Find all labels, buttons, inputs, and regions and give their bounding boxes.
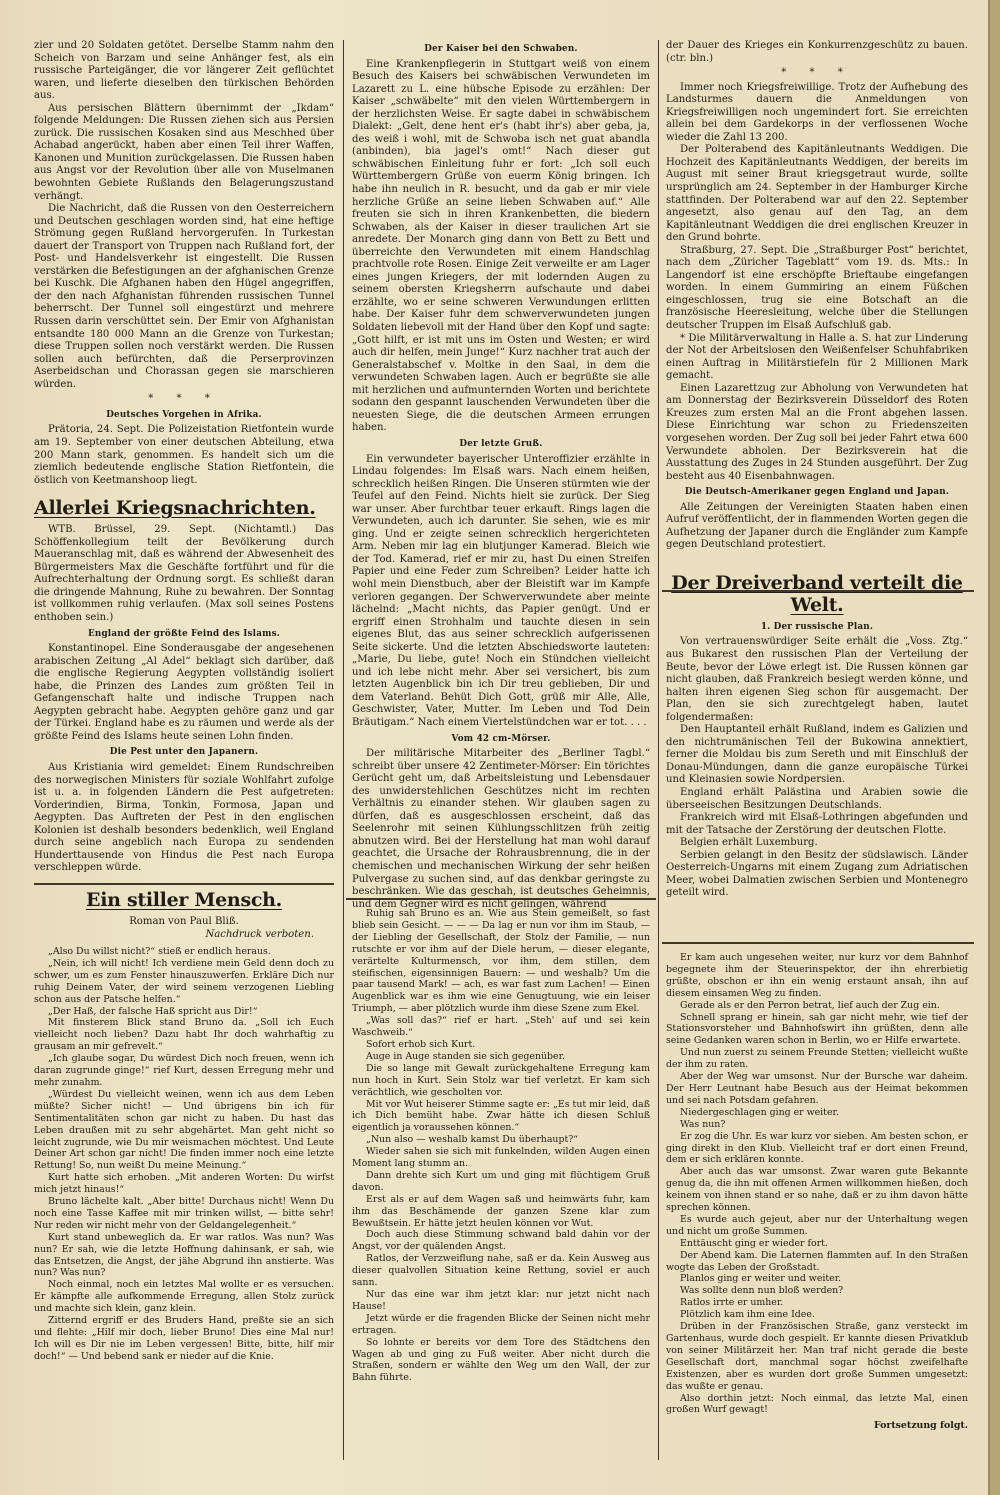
novel-paragraph: Aber auch das war umsonst. Zwar waren gute Bekannte genug da, die ihn mit offenen Armen willkommen hießen, doch keinem von ihnen stand er so nahe, daß er zu ihm davon hätte sprechen können. [666,1166,968,1214]
novel-paragraph: „Nun also — weshalb kamst Du überhaupt?“ [366,1134,579,1146]
novel-paragraph: Auge in Auge standen sie sich gegenüber. [366,1050,566,1062]
novel-paragraph: Er zog die Uhr. Es war kurz vor sieben. Am besten schon, er ging direkt in den Klub. Vielleicht traf er dort einen Freund, dem er sich erklären konnte. [666,1130,968,1166]
article-paragraph: zier und 20 Soldaten getötet. Derselbe Stamm nahm den Scheich von Barzam und seine Anhänger fest, als ein russische Parteigänger, die vor längerer Zeit geflüchtet waren, und lieferte dieselben den türkischen Behörden aus. [34,40,334,102]
novel-paragraph: Bruno lächelte kalt. „Aber bitte! Durchaus nicht! Wenn Du noch eine Tasse Kaffee mit mir trinken willst, — bitte sehr! Nur reden wir nicht mehr von der Geldangelegenheit.“ [34,1196,334,1231]
novel-paragraph: „Also Du willst nicht?“ stieß er endlich heraus. [48,946,271,957]
article-paragraph: Frankreich wird mit Elsaß-Lothringen abgefunden und mit der Tatsache der Zerstörung der deutschen Flotte. [666,812,968,836]
subheading-pest: Die Pest unter den Japanern. [109,747,259,758]
article-paragraph: WTB. Brüssel, 29. Sept. (Nichtamtl.) Das Schöffenkollegium teilt der Bevölkerung durch Maueranschlag mit, daß es während der Abwesenheit des Bürgermeisters Max die Geschäfte fortführt und für die Aufrechterhaltung der Ordnung sorgt. Es schließt daran die dringende Mahnung, Ruhe zu bewahren. Der Sonntag ist vollkommen ruhig verlaufen. (Max soll seines Postens enthoben sein.) [34,524,334,623]
novel-paragraph: Der Abend kam. Die Laternen flammten auf. In den Straßen wogte das Leben der Großstadt. [666,1249,968,1273]
column-1 [34,40,334,1455]
novel-paragraph: Drüben in der Französischen Straße, ganz versteckt im Gartenhaus, wurde doch gespielt. Er kannte diesen Privatklub von seiner Militärzeit her. Man traf nicht gerade die beste Gesellschaft dort, manchmal sogar höchst zweifelhafte Existenzen, aber es wurden dort große Summen umgesetzt: das wußte er genau. [666,1321,968,1392]
novel-paragraph: Kurt stand unbeweglich da. Er war ratlos. Was nun? Was nun? Er sah, wie die letzte Hoffnung dahinsank, er sah, wie das Entsetzen, die Angst, der jähe Abgrund ihn anstierte. Was nun? Was nun? [34,1231,334,1279]
column-3 [666,40,968,899]
novel-paragraph: Was sollte denn nun bloß werden? [680,1285,844,1297]
novel-paragraph: Also dorthin jetzt: Noch einmal, das letzte Mal, einen großen Wurf gewagt! [666,1392,968,1416]
novel-paragraph: „Nein, ich will nicht! Ich verdiene mein Geld denn doch zu schwer, um es zum Fenster hinauszuwerfen. Erkläre Dich nur ruhig Deinem Vater, der wird seinem verzogenen Liebling schon aus der Patsche helfen.“ [34,957,334,1005]
subheading-letzter-gruss: Der letzte Gruß. [459,438,543,449]
novel-paragraph: Nur das eine war ihm jetzt klar: nur jetzt nicht nach Hause! [352,1289,650,1312]
article-paragraph: Eine Krankenpflegerin in Stuttgart weiß von einem Besuch des Kaisers bei schwäbischen Verwundeten im Lazarett zu L. eine hübsche Episode zu erzählen: Der Kaiser „schwäbelte“ mit den vielen Württembergern in der herzlichsten Weise. Er sagte dabei in schwäbischem Dialekt: „Gelt, dene hent er's (habt ihr's) aber geba, ja, des weiß i wohl, mit de Schwoba isch net guat abandla (anbinden), bia jagel's omt!“ Nach dieser gut schwäbischen Einleitung fuhr er fort: „Ich soll euch Württembergern Grüße von euerm König bringen. Ich habe ihn neulich in R. besucht, und da gab er mir viele herzliche Grüße an seine lieben Schwaben auf.“ Alle freuten sie sich in ihren Krankenbetten, die biedern Schwaben, als der Kaiser in dieser traulichen Art sie anredete. Der Monarch ging dann von Bett zu Bett und überreichte den Verwundeten mit einem Handschlag prachtvolle rote Rosen. Einige Zeit verweilte er am Lager eines jungen Kriegers, der mit lodernden Augen zu seinem obersten Kriegsherrn aufschaute und dabei erzählte, wo er seine schweren Verwundungen erlitten habe. Der Kaiser fuhr dem schwerverwundeten jungen Soldaten liebevoll mit der Hand über den Kopf und sagte: „Gott hilft, er ist mit uns im Osten und Westen; er wird auch dir helfen, mein Junge!“ Kurz nachher trat auch der Generalstabschef v. Moltke in den Saal, in dem die verwundeten Schwaben lagen. Auch er begrüßte sie alle mit herzlichen und aufmunternden Worten und berichtete sodann den gespannt lauschenden Verwundeten über die neuesten Siege, die die deutschen Armeen errungen haben. [352,58,650,434]
subheading-russischer-plan: 1. Der russische Plan. [760,621,874,632]
novel-paragraph: Schnell sprang er hinein, sah gar nicht mehr, wie tief der Stationsvorsteher und Bahnhofswirt ihn grüßten, denn alle seine Gedanken waren schon in Berlin, wo er Hilfe erwartete. [666,1011,968,1047]
article-paragraph: Konstantinopel. Eine Sonderausgabe der angesehenen arabischen Zeitung „Al Adel“ beklagt sich darüber, daß die englische Regierung Aegypten vollständig isoliert habe, die Prinzen des Landes zum größten Teil in Gefangenschaft halte und indische Truppen nach Aegypten gebracht habe. Aegypten gehöre ganz und gar der Türkei. England habe es zu räumen und werde als der größte Feind des Islams heute seinen Lohn finden. [34,643,334,742]
novel-paragraph: Was nun? [680,1118,726,1130]
novel-paragraph: Wieder sahen sie sich mit funkelnden, wilden Augen einen Moment lang stumm an. [352,1146,650,1170]
novel-paragraph: „Würdest Du vielleicht weinen, wenn ich aus dem Leben müßte? Sicher nicht! — Und übrigens bin ich für Sentimentalitäten schon gar nicht zu haben. Du hast das Leben draußen mit zu sehr abgehärtet. Man geht nicht so leicht zugrunde, wie Du mir weismachen möchtest. Und Leute Deiner Art schon gar nicht! Die finden immer noch eine letzte Rettung! So, nun weißt Du meine Meinung.“ [34,1088,334,1172]
article-paragraph: Ein verwundeter bayerischer Unteroffizier erzählte in Lindau folgendes: Im Elsaß wars. Nach einem heißen, schrecklich heißen Ringen. Die Unseren stürmten wie der Teufel auf den Feind. Nichts hielt sie zurück. Der Sieg war unser. Aber furchtbar teuer erkauft. Rings lagen die Verwundeten, auch ich darunter. Sie sehen, wie es mir ging. Und er zeigte seinen schrecklich hergerichteten Arm. Neben mir lag ein blutjunger Kamerad. Bleich wie der Tod. Kamerad, rief er mir zu, hast Du einen Streifen Papier und eine Feder zum Schreiben? Leider hatte ich wohl mein Dienstbuch, aber der Bleistift war im Kampfe verloren gegangen. Der Schwerverwundete aber meinte lächelnd: „Macht nichts, das Papier genügt. Und er ergriff einen Strohhalm und tauchte diesen in sein eigenes Blut, das aus seiner schrecklich aufgerissenen Seite sickerte. Und die letzten Abschiedsworte lauteten: „Marie, Du liebe, gute! Noch ein Stündchen vielleicht und ich lebe nicht mehr. Aber sei versichert, bis zum letzten Augenblick bin ich Dir treu geblieben, Dir und dem Vaterland. Behüt Dich Gott, grüß mir Alle, Alle, Geschwister, Vater, Mutter. Im Leben und Tod Dein Bräutigam.“ Nach einem Viertelstündchen war er tot. . . . [352,453,650,728]
novel-text [34,946,334,1363]
section-rule [662,942,974,944]
novel-paragraph: Doch auch diese Stimmung schwand bald dahin vor der Angst, vor der quälenden Angst. [352,1229,650,1253]
column-rule [343,40,344,1460]
heading-dreiverband: Der Dreiverband verteilt die Welt. [671,571,963,616]
novel-paragraph: Erst als er auf dem Wagen saß und heimwärts fuhr, kam ihm das Beschämende der ganzen Szene klar zum Bewußtsein. Er hätte jetzt heulen können vor Wut. [352,1193,650,1229]
article-paragraph: Prätoria, 24. Sept. Die Polizeistation Rietfontein wurde am 19. September von einer deutschen Abteilung, etwa 200 Mann stark, genommen. Es handelt sich um die ziemlich bedeutende englische Station Rietfontein, die östlich von Keetmanshoop liegt. [34,424,334,486]
novel-paragraph: „Ich glaube sogar, Du würdest Dich noch freuen, wenn ich daran zugrunde ginge!“ rief Kurt, dessen Erregung mehr und mehr zunahm. [34,1053,334,1088]
article-paragraph: der Dauer des Krieges ein Konkurrenzgeschütz zu bauen. (ctr. bln.) [666,40,968,64]
novel-paragraph: „Der Haß, der falsche Haß spricht aus Dir!“ [48,1005,258,1017]
article-paragraph: Immer noch Kriegsfreiwillige. Trotz der Aufhebung des Landsturmes dauern die Anmeldungen von Kriegsfreiwilligen noch ungemindert fort. Sie erreichten allein bei dem Gardekorps in der verflossenen Woche wieder die Zahl 13 200. [666,81,968,143]
article-paragraph: Den Hauptanteil erhält Rußland, indem es Galizien und den nichtrumänischen Teil der Bukowina annektiert, ferner die Moldau bis zum Sereth und mit Einschluß der Donau-Mündungen, dann die ganze europäische Türkei und Kleinasien sowie Nordpersien. [666,724,968,786]
article-paragraph: Der militärische Mitarbeiter des „Berliner Tagbl.“ schreibt über unsere 42 Zentimeter-Mörser: Ein törichtes Gerücht geht um, daß Arbeitsleistung und Lebensdauer des unwiderstehlichen Geschützes nicht im rechten Verhältnis zu einander stehen. Wir glauben sagen zu dürfen, daß es ausgeschlossen erscheint, daß das Seelenrohr mit seinen Kühlungsschlitzen früh zeitig abnutzen wird. Bei der Herstellung hat man wohl darauf geachtet, die Ursache der Rohrausbrennung, die in der chemischen und mechanischen Wirkung der sehr heißen Pulvergase zu suchen sind, auf das denkbar geringste zu beschränken. Wie das geschah, ist deutsches Geheimnis, und dem Gegner wird es nicht gelingen, während [352,748,650,910]
novel-continuation-2 [666,952,968,1432]
novel-paragraph: Und nun zuerst zu seinem Freunde Stetten; vielleicht wußte der ihm zu raten. [666,1047,968,1071]
novel-paragraph: Enttäuscht ging er wieder fort. [680,1237,828,1249]
novel-paragraph: Aber der Weg war umsonst. Nur der Bursche war daheim. Der Herr Leutnant habe Besuch aus der Heimat bekommen und sei nach Potsdam gefahren. [666,1071,968,1106]
novel-paragraph: So lohnte er bereits vor dem Tore des Städtchens den Wagen ab und ging zu Fuß weiter. Aber nicht durch die Straßen, sondern er wählte den Weg um den Wall, der zur Bahn führte. [352,1336,650,1384]
novel-paragraph: Noch einmal, noch ein letztes Mal wollte er es versuchen. Er kämpfte alle aufkommende Erregung, allen Stolz zurück und machte sich klein, ganz klein. [34,1279,334,1315]
novel-paragraph: Planlos ging er weiter und weiter. [680,1273,842,1285]
article-paragraph: Belgien erhält Luxemburg. [680,837,818,849]
novel-paragraph: Mit vor Wut heiserer Stimme sagte er: „Es tut mir leid, daß ich Dich bemüht habe. Zwar hätte ich diesen Schluß eigentlich ja voraussehen können.“ [352,1098,650,1134]
article-paragraph: Aus persischen Blättern übernimmt der „Ikdam“ folgende Meldungen: Die Russen ziehen sich aus Persien zurück. Die russischen Kosaken sind aus Meschhed über Achabad angerückt, haben aber einen Teil ihrer Waffen, Kanonen und Munition zurückgelassen. Die Russen haben aus Angst vor der Revolution über alle von Muselmanen bewohnten Gebiete Rußlands den Belagerungszustand verhängt. [34,102,334,202]
article-paragraph: Straßburg, 27. Sept. Die „Straßburger Post“ berichtet, nach dem „Züricher Tageblatt“ vom 19. ds. Mts.: In Langendorf ist eine erschöpfte Brieftaube eingefangen worden. In einem Gummiring an einem Füßchen eingeschlossen, trug sie eine Botschaft an die französische Heeresleitung, welche über die Stellungen deutscher Truppen im Elsaß Aufschluß gab. [666,244,968,332]
section-rule [34,883,334,885]
section-divider-stars: * * * [148,393,220,405]
subheading-kaiser: Der Kaiser bei den Schwaben. [424,44,578,54]
novel-paragraph: Dann drehte sich Kurt um und ging mit flüchtigem Gruß davon. [352,1169,650,1193]
article-paragraph: * Die Militärverwaltung in Halle a. S. hat zur Linderung der Not der Arbeitslosen den Weißenfelser Schuhfabriken einen Auftrag in Militärstiefeln für 2 Millionen Mark gemacht. [666,332,968,382]
novel-paragraph: Er kam auch ungesehen weiter, nur kurz vor dem Bahnhof begegnete ihm der Steuerinspektor, der ihn ehrerbietig grüßte, obschon er ihn ein wenig erstaunt ansah, ihn auf diesem einsamen Weg zu finden. [666,952,968,999]
article-paragraph: Aus Kristiania wird gemeldet: Einem Rundschreiben des norwegischen Ministers für soziale Wohlfahrt zufolge ist u. a. in folgenden Ländern die Pest aufgetreten: Vorderindien, Birma, Tonkin, Formosa, Japan und Aegypten. Das Auftreten der Pest in den englischen Kolonien ist deshalb besonders bedenklich, weil England durch seine angeblich nach Europa zu sendenden Hunderttausende von Hindus die Pest nach Europa verschleppen würde. [34,761,334,874]
novel-paragraph: Es wurde auch gejeut, aber nur der Unterhaltung wegen und nicht um große Summen. [666,1213,968,1237]
continuation-notice: Fortsetzung folgt. [873,1420,968,1432]
novel-paragraph: Ratlos irrte er umher. [680,1297,784,1309]
subheading-deutsch-amerikaner: Die Deutsch-Amerikaner gegen England und Japan. [684,487,950,498]
column-rule [658,40,659,1460]
heading-allerlei-kriegsnachrichten: Allerlei Kriegsnachrichten. [34,497,316,520]
column-2 [352,40,650,910]
heading-novel-title: Ein stiller Mensch. [86,888,282,911]
subheading-afrika: Deutsches Vorgehen in Afrika. [106,409,262,420]
article-paragraph: Alle Zeitungen der Vereinigten Staaten haben einen Aufruf veröffentlicht, der in flammenden Worten gegen die Aufhetzung der Japaner durch die Engländer zum Kampfe gegen Deutschland protestiert. [666,501,968,551]
novel-continuation-1 [352,908,650,1428]
reprint-notice: Nachdruck verboten. [205,929,314,941]
article-paragraph: Der Polterabend des Kapitänleutnants Weddigen. Die Hochzeit des Kapitänleutnants Weddigen, der bereits im August mit seiner Braut kriegsgetraut wurde, sollte ursprünglich am 24. September in der Hamburger Kirche stattfinden. Der Polterabend war auf den 22. September angesetzt, also genau auf den Tag, an dem Kapitänleutnant Weddigen die drei englischen Kreuzer in den Grund bohrte. [666,144,968,244]
novel-paragraph: Niedergeschlagen ging er weiter. [680,1106,839,1118]
novel-paragraph: Kurt hatte sich erhoben. „Mit anderen Worten: Du wirfst mich jetzt hinaus!“ [34,1172,334,1196]
novel-paragraph: Plötzlich kam ihm eine Idee. [680,1309,815,1321]
article-paragraph: England erhält Palästina und Arabien sowie die überseeischen Besitzungen Deutschlands. [666,786,968,811]
article-paragraph: Serbien gelangt in den Besitz der südslawisch. Länder Oesterreich-Ungarns mit einem Zugang zum Adriatischen Meer, wobei Dalmatien zwischen Serbien und Montenegro geteilt wird. [666,849,968,899]
novel-paragraph: Gerade als er den Perron betrat, lief auch der Zug ein. [680,999,940,1011]
novel-paragraph: Jetzt würde er die fragenden Blicke der Seinen nicht mehr ertragen. [352,1312,650,1336]
article-paragraph: Die Nachricht, daß die Russen von den Oesterreichern und Deutschen geschlagen worden sind, hat eine heftige Strömung gegen Rußland hervorgerufen. In Turkestan dauert der Transport von Truppen nach Rußland fort, der Post- und Handelsverkehr ist eingestellt. Die Russen verstärken die Befestigungen an der afghanischen Grenze bei Kuschk. Die Afghanen haben den Hügel angegriffen, der den nach Afghanistan führenden russischen Tunnel beherrscht. Der Tunnel soll eingestürzt und mehrere Russen darin verschüttet sein. Der Emir von Afghanistan entsandte 180 000 Mann an die Grenze von Turkestan; diese Truppen sollen noch verstärkt werden. Die Russen sollen auch befürchten, daß die Perserprovinzen Aserbeidschan und Chorassan gegen sie marschieren würden. [34,203,334,390]
subheading-islam: England der größte Feind des Islams. [87,628,281,639]
section-divider-stars: * * * [781,67,853,79]
novel-paragraph: Mit finsterem Blick stand Bruno da. „Soll ich Euch vielleicht noch lieben? Dazu habt Ihr doch wahrhaftig zu grausam an mir gefrevelt.“ [34,1017,334,1053]
novel-paragraph: Die so lange mit Gewalt zurückgehaltene Erregung kam nun hoch in Kurt. Sein Stolz war tief verletzt. Er kam sich verächtlich, wie gescholten vor. [352,1062,650,1098]
novel-paragraph: Ruhig sah Bruno es an. Wie aus Stein gemeißelt, so fast blieb sein Gesicht. — — — Da lag er nun vor ihm im Staub, — der Liebling der Gesellschaft, der Stolz der Familie, — nun rutschte er vor ihm auf der Diele herum, — dieser elegante, verärtelte Kulturmensch, vor ihm, dem stillen, dem steifischen, eigensinnigen Bauern: — und weshalb? Um die paar tausend Mark! — ach, es war fast zum Lachen! — Einen Augenblick war es ihm wie eine Genugtuung, wie ein leiser Triumph, — aber plötzlich wurde ihm diese Szene zum Ekel. [352,908,650,1015]
novel-paragraph: Ratlos, der Verzweiflung nahe, saß er da. Kein Ausweg aus dieser qualvollen Situation keine Rettung, soviel er auch sann. [352,1253,650,1289]
article-paragraph: Von vertrauenswürdiger Seite erhält die „Voss. Ztg.“ aus Bukarest den russischen Plan der Verteilung der Beute, bevor der Löwe erlegt ist. Die Russen können gar nicht glauben, daß Frankreich besiegt werden könne, und halten ihren eigenen Sieg schon für ausgemacht. Der Plan, den sie sich zurechtgelegt haben, lautet folgendermaßen: [666,636,968,723]
novel-byline: Roman von Paul Bliß. [129,915,239,927]
novel-paragraph: Sofort erhob sich Kurt. [366,1038,476,1050]
article-paragraph: Einen Lazarettzug zur Abholung von Verwundeten hat am Donnerstag der Bezirksverein Düsseldorf des Roten Kreuzes zum ersten Mal an die Front abgehen lassen. Diese Einrichtung war schon zu Friedenszeiten vorgesehen worden. Der Zug soll bei jeder Fahrt etwa 600 Verwundete abholen. Der Bezirksverein hat die Ausstattung des Zuges in 24 Stunden ausgeführt. Der Zug besteht aus 40 Eisenbahnwagen. [666,382,968,482]
novel-paragraph: Zitternd ergriff er des Bruders Hand, preßte sie an sich und flehte: „Hilf mir doch, lieber Bruno! Dies eine Mal nur! Ich will es Dir nie im Leben vergessen! Bitte, bitte, hilf mir doch!“ — Und bebend sank er nieder auf die Knie. [34,1315,334,1362]
subheading-moerser: Vom 42 cm-Mörser. [451,733,551,744]
page-edge [990,0,1000,1495]
novel-paragraph: „Was soll das?“ rief er hart. „Steh' auf und sei kein Waschweib.“ [352,1015,650,1039]
